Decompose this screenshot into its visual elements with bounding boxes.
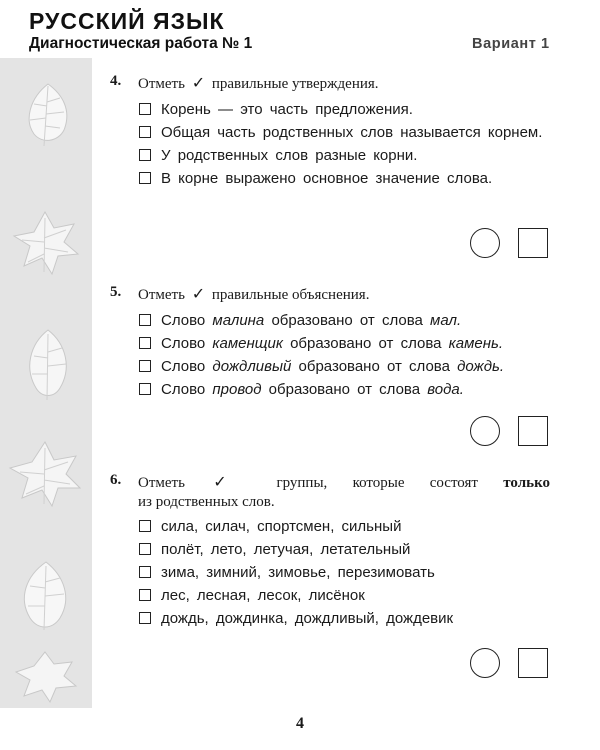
checkbox[interactable]: [139, 589, 151, 601]
task-question: Отметь ✓ правильные объяснения.: [138, 284, 370, 303]
checkbox[interactable]: [139, 314, 151, 326]
task-number: 6.: [110, 472, 122, 488]
answer-options: [138, 99, 550, 191]
checkbox[interactable]: [139, 566, 151, 578]
score-boxes: [470, 228, 560, 258]
answer-option: [138, 585, 550, 606]
option-text: Корень — это часть предложения.: [161, 101, 413, 118]
work-title: Диагностическая работа № 1: [29, 35, 253, 52]
variant-label: Вариант 1: [472, 36, 550, 52]
checkbox[interactable]: [139, 612, 151, 624]
task-4: [110, 73, 550, 263]
checkbox[interactable]: [139, 103, 151, 115]
task-6: [110, 472, 550, 682]
option-text: зима, зимний, зимовье, перезимовать: [161, 564, 435, 581]
answer-options: [138, 516, 550, 631]
option-text: полёт, лето, летучая, летательный: [161, 541, 411, 558]
task-question: Отметь ✓ правильные утверждения.: [138, 73, 379, 92]
check-mark-icon: ✓: [213, 472, 249, 491]
option-text: Общая часть родственных слов называется корнем.: [161, 124, 543, 141]
checkbox[interactable]: [139, 520, 151, 532]
subject-title: РУССКИЙ ЯЗЫК: [29, 8, 225, 34]
checkbox[interactable]: [139, 149, 151, 161]
derived-word: дождливый: [212, 358, 292, 375]
checkbox[interactable]: [139, 543, 151, 555]
question-line: из родственных слов.: [138, 494, 275, 510]
derived-word: провод: [212, 381, 262, 398]
option-text: В корне выражено основное значение слова.: [161, 170, 493, 187]
check-mark-icon: ✓: [191, 73, 206, 92]
question-line: Отметь ✓ группы, которые состоят только: [138, 472, 551, 491]
checkbox[interactable]: [139, 383, 151, 395]
score-circle[interactable]: [470, 416, 500, 446]
answer-option: Слово малина образовано от слова мал.: [138, 310, 550, 331]
leaf-icon: [6, 438, 84, 510]
answer-option: [138, 145, 550, 166]
leaf-icon: [18, 80, 78, 150]
source-word: дождь.: [457, 358, 505, 375]
option-text: сила, силач, спортсмен, сильный: [161, 518, 402, 535]
score-square[interactable]: [518, 648, 548, 678]
answer-option: [138, 539, 550, 560]
answer-option: [138, 608, 550, 629]
answer-option: Слово дождливый образовано от слова дождь.: [138, 356, 550, 377]
checkbox[interactable]: [139, 337, 151, 349]
answer-options: [138, 310, 550, 402]
leaf-icon: [14, 558, 78, 632]
score-square[interactable]: [518, 416, 548, 446]
checkbox[interactable]: [139, 360, 151, 372]
check-mark-icon: ✓: [191, 284, 206, 303]
task-number: 5.: [110, 284, 122, 300]
page-number: 4: [296, 715, 304, 732]
answer-option: Слово провод образовано от слова вода.: [138, 379, 550, 400]
leaf-icon: [10, 648, 80, 704]
task-question: [138, 472, 550, 512]
source-word: мал.: [430, 312, 462, 329]
leaf-icon: [20, 328, 76, 402]
option-text: дождь, дождинка, дождливый, дождевик: [161, 610, 454, 627]
derived-word: каменщик: [212, 335, 283, 352]
answer-option: [138, 168, 550, 189]
source-word: вода.: [427, 381, 464, 398]
score-circle[interactable]: [470, 648, 500, 678]
answer-option: [138, 122, 550, 143]
answer-option: [138, 516, 550, 537]
source-word: камень.: [448, 335, 504, 352]
checkbox[interactable]: [139, 172, 151, 184]
checkbox[interactable]: [139, 126, 151, 138]
score-square[interactable]: [518, 228, 548, 258]
emphasis-word: только: [503, 475, 551, 491]
score-circle[interactable]: [470, 228, 500, 258]
answer-option: [138, 562, 550, 583]
score-boxes: [470, 416, 560, 446]
score-boxes: [470, 648, 560, 678]
answer-option: Слово каменщик образовано от слова камень.: [138, 333, 550, 354]
option-text: У родственных слов разные корни.: [161, 147, 418, 164]
derived-word: малина: [212, 312, 265, 329]
option-text: лес, лесная, лесок, лисёнок: [161, 587, 365, 604]
leaf-icon: [8, 208, 82, 278]
task-5: [110, 284, 550, 454]
decorative-margin: [0, 58, 92, 708]
task-number: 4.: [110, 73, 122, 89]
answer-option: [138, 99, 550, 120]
page-header: [29, 6, 600, 58]
